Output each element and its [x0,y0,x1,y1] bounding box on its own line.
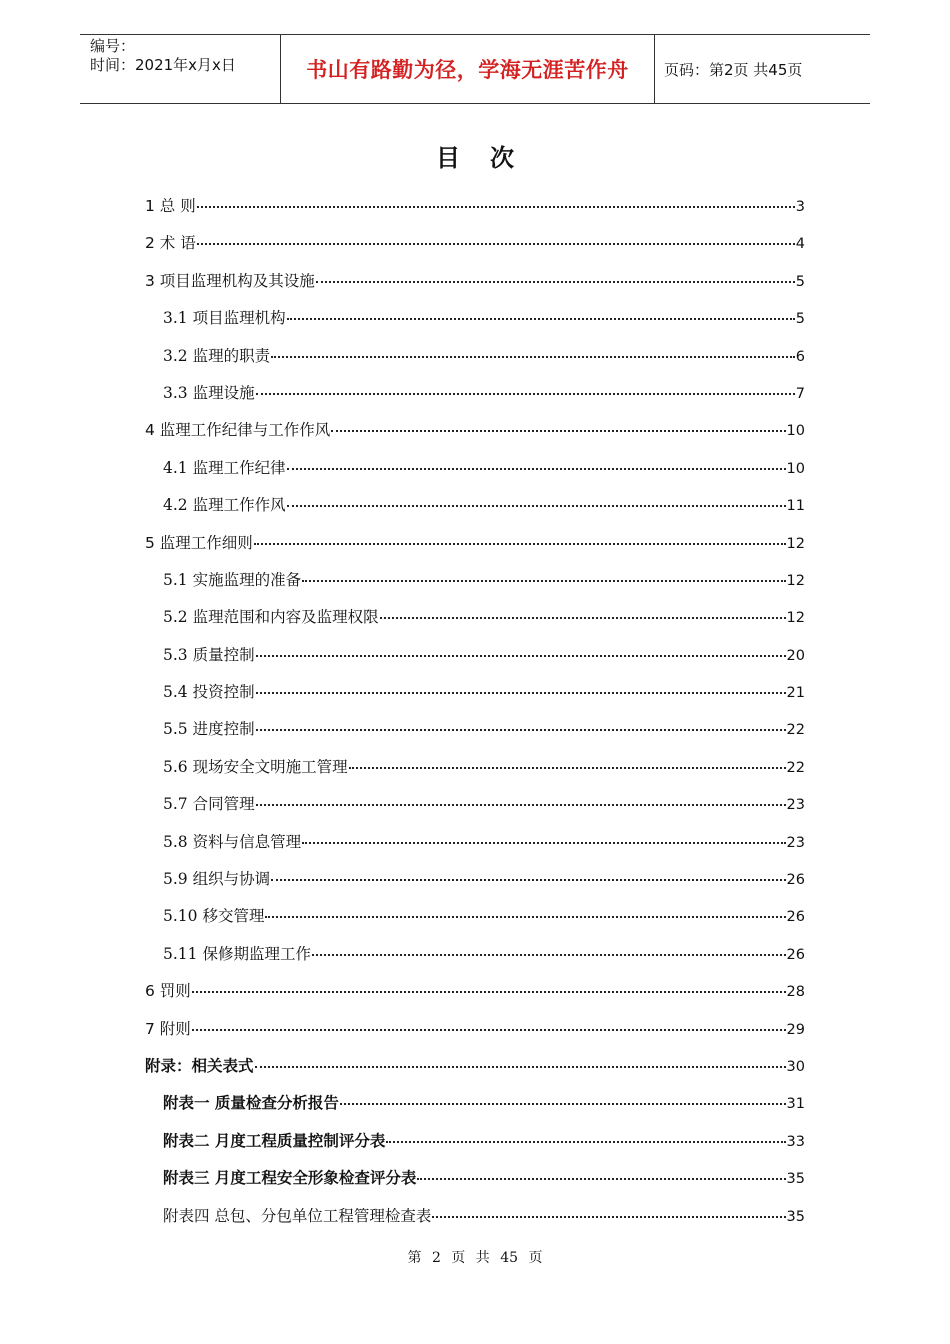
toc-leader-dots [256,691,786,694]
toc-leader-dots [192,990,786,993]
page-title: 目次 [436,144,544,172]
toc-entry[interactable] [145,597,805,634]
toc-entry-label: 3.1 项目监理机构 [163,309,286,328]
toc-leader-dots [256,803,786,806]
toc-entry-page: 26 [786,909,805,926]
toc-entry-label: 5.1 实施监理的准备 [163,570,302,589]
toc-leader-dots [271,878,785,881]
toc-leader-dots [432,1215,785,1218]
toc-leader-dots [386,1140,785,1143]
toc-entry[interactable] [145,1046,805,1083]
toc-entry-page: 3 [795,199,805,215]
toc-entry[interactable] [145,784,805,821]
toc-entry-label: 5.5 进度控制 [163,720,255,739]
toc-entry-page: 5 [795,311,805,328]
toc-leader-dots [265,915,785,918]
toc-entry-page: 29 [786,1021,805,1038]
toc-entry[interactable] [145,747,805,784]
toc-entry[interactable] [145,223,805,260]
toc-entry-page: 12 [786,535,805,552]
toc-entry-page: 21 [786,685,805,702]
toc-entry-page: 28 [786,984,805,1001]
toc-entry-label: 3.2 监理的职责 [163,346,271,365]
toc-entry-page: 23 [786,797,805,814]
toc-entry[interactable] [145,1083,805,1120]
toc-entry-label: 7 附则 [145,1019,191,1038]
toc-entry-label: 6 罚则 [145,982,191,1001]
toc-entry[interactable] [145,410,805,447]
toc-entry[interactable] [145,1009,805,1046]
toc-entry-label: 5.3 质量控制 [163,645,255,664]
toc-entry-page: 4 [795,236,805,253]
toc-leader-dots [287,467,786,470]
toc-entry[interactable] [145,1121,805,1158]
toc-entry[interactable] [145,934,805,971]
toc-entry[interactable] [145,336,805,373]
toc-entry-label: 5.10 移交管理 [163,907,265,926]
toc-entry[interactable] [145,261,805,298]
toc-entry-label: 5.7 合同管理 [163,795,255,814]
toc-leader-dots [287,317,795,320]
toc-leader-dots [316,280,795,283]
toc-leader-dots [256,392,795,395]
toc-leader-dots [302,841,785,844]
header-meta [80,35,281,103]
toc-entry-page: 12 [786,610,805,627]
toc-entry[interactable] [145,1196,805,1233]
toc-leader-dots [255,1065,786,1068]
toc-entry-page: 33 [786,1133,805,1150]
toc-entry-label: 5.4 投资控制 [163,683,255,702]
page-header [80,34,870,104]
toc-entry[interactable] [145,485,805,522]
toc-leader-dots [312,953,786,956]
toc-entry-label: 5.9 组织与协调 [163,870,271,889]
toc-entry[interactable] [145,672,805,709]
toc-entry-label: 4.1 监理工作纪律 [163,458,286,477]
toc-entry-label: 附表一 质量检查分析报告 [163,1094,339,1113]
toc-entry[interactable] [145,709,805,746]
toc-leader-dots [380,616,786,619]
toc-leader-dots [192,1028,786,1031]
toc-entry-page: 11 [786,498,805,515]
toc-entry-label: 5.11 保修期监理工作 [163,944,311,963]
toc-entry-label: 附表二 月度工程质量控制评分表 [163,1131,386,1150]
toc-leader-dots [287,504,786,507]
toc-entry-page: 10 [786,460,805,477]
toc-entry-page: 23 [786,834,805,851]
toc-entry-label: 5 监理工作细则 [145,533,253,552]
toc-entry-label: 1 总 则 [145,197,196,215]
toc-entry[interactable] [145,859,805,896]
toc-leader-dots [349,766,786,769]
toc-entry[interactable] [145,1158,805,1195]
toc-leader-dots [256,728,786,731]
toc-entry[interactable] [145,560,805,597]
toc-entry-page: 22 [786,722,805,739]
toc-leader-dots [197,205,795,208]
toc-entry-label: 5.2 监理范围和内容及监理权限 [163,608,379,627]
table-of-contents [145,186,805,1233]
toc-leader-dots [256,654,786,657]
toc-entry-page: 5 [795,273,805,290]
toc-entry-label: 附表三 月度工程安全形象检查评分表 [163,1169,417,1188]
toc-entry-page: 30 [786,1058,805,1075]
toc-entry-label: 附录：相关表式 [145,1056,254,1075]
toc-leader-dots [302,579,785,582]
toc-entry-page: 20 [786,647,805,664]
toc-entry-page: 31 [786,1096,805,1113]
toc-entry[interactable] [145,635,805,672]
toc-entry-page: 7 [795,385,805,402]
toc-entry-page: 35 [786,1171,805,1188]
toc-entry-page: 26 [786,946,805,963]
toc-entry[interactable] [145,822,805,859]
toc-entry-label: 5.6 现场安全文明施工管理 [163,757,348,776]
toc-entry-label: 5.8 资料与信息管理 [163,832,302,851]
header-motto: 书山有路勤为径，学海无涯苦作舟 [281,35,655,103]
toc-entry-label: 3 项目监理机构及其设施 [145,271,315,290]
toc-entry[interactable] [145,298,805,335]
toc-entry[interactable] [145,971,805,1008]
toc-entry-label: 附表四 总包、分包单位工程管理检查表 [163,1206,432,1225]
toc-entry-page: 22 [786,759,805,776]
header-time-label: 时间：2021年x月x日 [90,56,236,74]
toc-entry-label: 3.3 监理设施 [163,383,255,402]
toc-entry-label: 4 监理工作纪律与工作作风 [145,421,331,440]
toc-leader-dots [331,429,785,432]
header-page-label: 页码：第2页 共45页 [664,60,803,79]
toc-leader-dots [254,542,786,545]
toc-entry[interactable] [145,523,805,560]
toc-entry-page: 12 [786,572,805,589]
header-number-label: 编号： [90,37,136,55]
toc-leader-dots [340,1102,786,1105]
toc-entry-page: 6 [795,348,805,365]
toc-entry[interactable] [145,186,805,223]
toc-entry-label: 4.2 监理工作作风 [163,496,286,515]
toc-leader-dots [417,1177,785,1180]
toc-entry-page: 10 [786,423,805,440]
toc-entry-page: 26 [786,872,805,889]
toc-entry-page: 35 [786,1208,805,1225]
toc-leader-dots [197,242,795,245]
toc-entry[interactable] [145,896,805,933]
toc-entry[interactable] [145,373,805,410]
toc-leader-dots [271,355,795,358]
toc-entry[interactable] [145,448,805,485]
toc-entry-label: 2 术 语 [145,234,196,253]
page-footer: 第 2 页 共 45 页 [407,1250,543,1266]
